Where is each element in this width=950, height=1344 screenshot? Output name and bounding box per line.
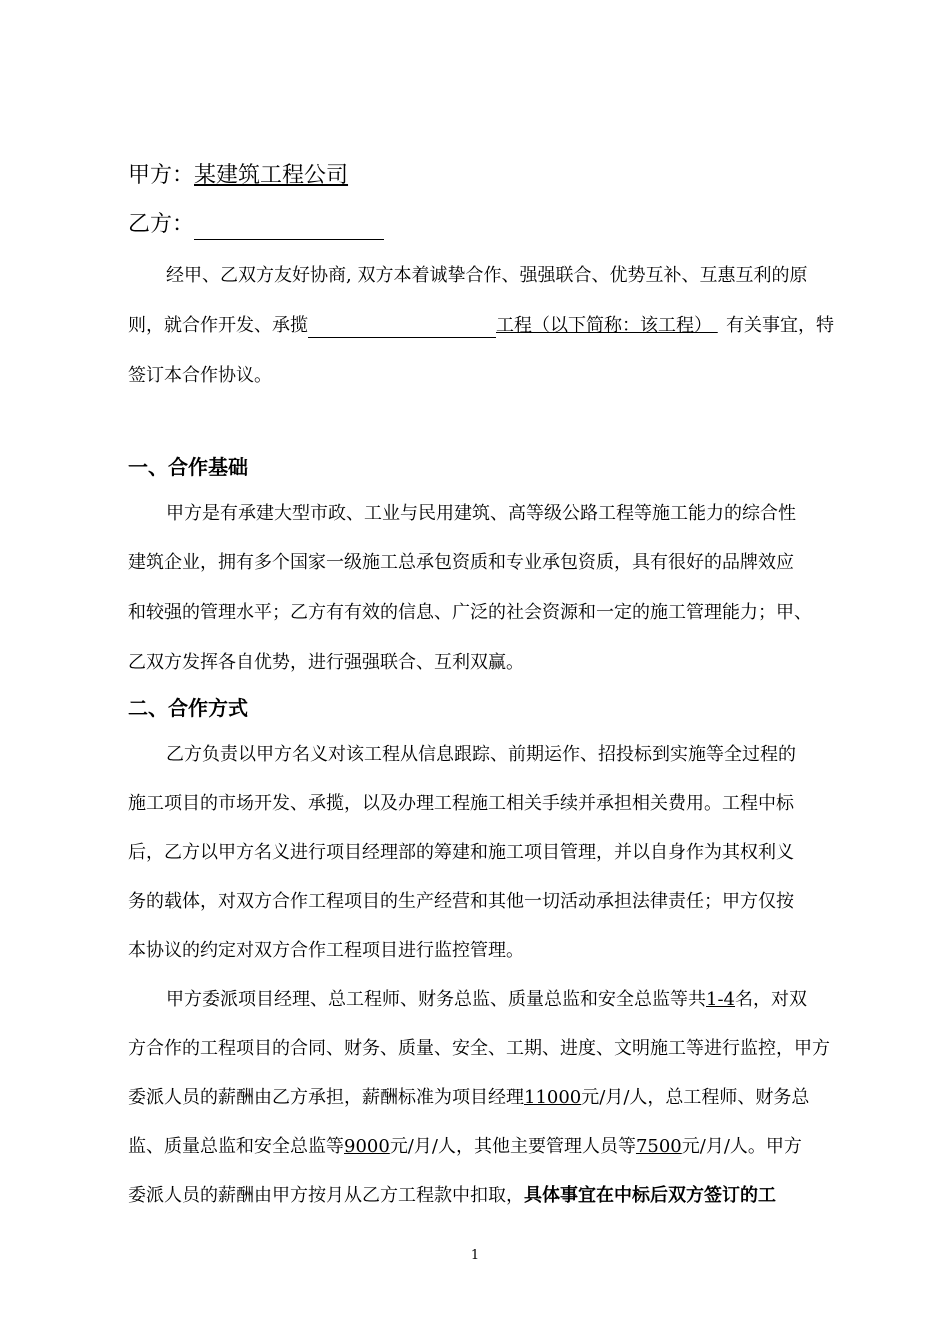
section-2-p1-line: 本协议的约定对双方合作工程项目进行监控管理。 <box>128 940 524 961</box>
intro-line-1: 经甲、乙双方友好协商, 双方本着诚挚合作、强强联合、优势互补、互惠互利的原 <box>166 265 808 286</box>
staff-count: 1-4 <box>706 989 735 1010</box>
project-name-blank <box>308 315 496 338</box>
page-number: 1 <box>470 1248 480 1263</box>
intro-text-a: 则，就合作开发、承揽 <box>128 315 308 336</box>
section-1-line: 乙双方发挥各自优势，进行强强联合、互利双赢。 <box>128 652 524 673</box>
section-2-p1-line: 后，乙方以甲方名义进行项目经理部的筹建和施工项目管理，并以自身作为其权利义 <box>128 842 794 863</box>
party-b-blank <box>194 217 384 240</box>
section-2-p2-line-5 <box>128 1184 776 1208</box>
salary-directors: 9000 <box>344 1136 390 1157</box>
section-2-p2-line-4 <box>128 1135 802 1159</box>
salary-text-mid: 元/月/人，其他主要管理人员等 <box>389 1136 636 1157</box>
section-2-p1-line: 务的载体，对双方合作工程项目的生产经营和其他一切活动承担法律责任；甲方仅按 <box>128 891 794 912</box>
party-a-label: 甲方： <box>128 163 195 188</box>
intro-line-2 <box>128 314 834 338</box>
salary-text-end: 元/月/人。甲方 <box>681 1136 802 1157</box>
section-2-p1-line: 乙方负责以甲方名义对该工程从信息跟踪、前期运作、招投标到实施等全过程的 <box>166 744 796 765</box>
bold-clause: 具体事宜在中标后双方签订的工 <box>524 1185 776 1206</box>
section-2-p2-line-1 <box>166 988 807 1012</box>
project-abbrev: 工程（以下简称：该工程） <box>496 315 712 336</box>
staff-text: 甲方委派项目经理、总工程师、财务总监、质量总监和安全总监等共 <box>166 989 706 1010</box>
intro-text-c: 有关事宜，特 <box>726 315 834 336</box>
section-1-line: 甲方是有承建大型市政、工业与民用建筑、高等级公路工程等施工能力的综合性 <box>166 503 796 524</box>
party-b-line <box>128 210 384 240</box>
section-1-line: 建筑企业，拥有多个国家一级施工总承包资质和专业承包资质，具有很好的品牌效应 <box>128 552 794 573</box>
section-1-title: 一、合作基础 <box>128 455 248 479</box>
party-b-label: 乙方： <box>128 212 195 237</box>
party-a-line <box>128 161 348 191</box>
underline-gap <box>712 314 726 338</box>
section-2-p1-line: 施工项目的市场开发、承揽，以及办理工程施工相关手续并承担相关费用。工程中标 <box>128 793 794 814</box>
salary-text-end: 元/月/人，总工程师、财务总 <box>581 1087 810 1108</box>
salary-text: 监、质量总监和安全总监等 <box>128 1136 344 1157</box>
section-2-title: 二、合作方式 <box>128 696 248 720</box>
party-a-name: 某建筑工程公司 <box>194 163 349 188</box>
salary-text: 委派人员的薪酬由乙方承担，薪酬标准为项目经理 <box>128 1087 524 1108</box>
salary-managers: 7500 <box>635 1136 682 1157</box>
section-1-line: 和较强的管理水平；乙方有有效的信息、广泛的社会资源和一定的施工管理能力；甲、 <box>128 602 812 623</box>
staff-text-end: 名，对双 <box>735 989 807 1010</box>
section-2-p2-line-2: 方合作的工程项目的合同、财务、质量、安全、工期、进度、文明施工等进行监控，甲方 <box>128 1038 830 1059</box>
salary-pm: 11000 <box>524 1087 582 1108</box>
intro-line-3: 签订本合作协议。 <box>128 365 272 386</box>
salary-deduction-text: 委派人员的薪酬由甲方按月从乙方工程款中扣取， <box>128 1185 524 1206</box>
section-2-p2-line-3 <box>128 1086 809 1110</box>
